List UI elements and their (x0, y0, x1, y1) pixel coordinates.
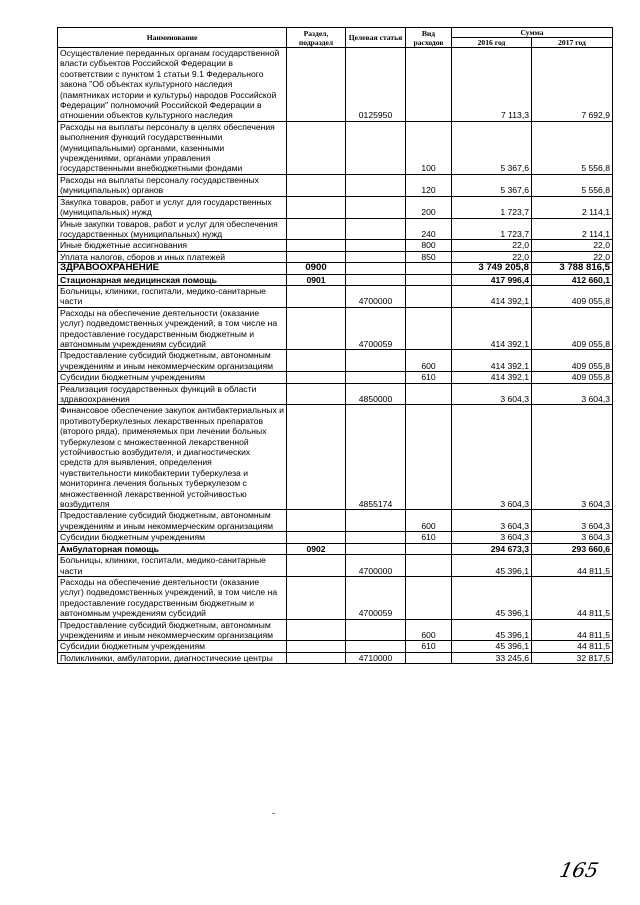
row-section-code: 0901 (287, 274, 346, 285)
row-sum-2016: 1 723,7 (452, 218, 532, 240)
row-sum-2016: 3 604,3 (452, 405, 532, 510)
row-name: Стационарная медицинская помощь (58, 274, 287, 285)
table-row (58, 372, 613, 383)
row-expense-type (406, 405, 452, 510)
row-name: Поликлиники, амбулатории, диагностические центры (58, 652, 287, 663)
row-sum-2016: 3 604,3 (452, 383, 532, 405)
row-sum-2017: 409 055,8 (532, 372, 613, 383)
row-expense-type (406, 274, 452, 285)
row-name: Расходы на выплаты персоналу в целях обеспечения выполнения функций государственными (муниципальными) органами, казенными учреждениями, органами управления государственными внебюджетными фондами (58, 121, 287, 174)
row-sum-2017: 3 604,3 (532, 405, 613, 510)
table-row (58, 619, 613, 641)
row-sum-2016: 3 604,3 (452, 532, 532, 543)
row-expense-type (406, 555, 452, 577)
row-section-code (287, 240, 346, 251)
row-expense-type: 610 (406, 372, 452, 383)
row-sum-2017: 293 660,6 (532, 543, 613, 554)
row-expense-type (406, 307, 452, 350)
row-expense-type (406, 576, 452, 619)
row-sum-2017: 3 604,3 (532, 532, 613, 543)
row-section-code (287, 196, 346, 218)
row-target-code (346, 619, 406, 641)
row-expense-type: 100 (406, 121, 452, 174)
page-tick-mark: - (272, 808, 275, 818)
row-target-code: 4700059 (346, 307, 406, 350)
row-name: Субсидии бюджетным учреждениям (58, 641, 287, 652)
row-name: Предоставление субсидий бюджетным, автономным учреждениям и иным некоммерческим организациям (58, 619, 287, 641)
row-target-code (346, 174, 406, 196)
row-sum-2016: 5 367,6 (452, 174, 532, 196)
row-name: Амбулаторная помощь (58, 543, 287, 554)
table-row (58, 576, 613, 619)
row-section-code (287, 619, 346, 641)
row-target-code (346, 641, 406, 652)
row-sum-2016: 5 367,6 (452, 121, 532, 174)
row-sum-2017: 2 114,1 (532, 218, 613, 240)
row-name: ЗДРАВООХРАНЕНИЕ (58, 263, 287, 274)
table-row (58, 240, 613, 251)
table-row (58, 174, 613, 196)
row-sum-2017: 412 660,1 (532, 274, 613, 285)
table-row (58, 510, 613, 532)
table-row (58, 532, 613, 543)
table-row (58, 652, 613, 663)
row-target-code (346, 218, 406, 240)
row-sum-2017: 22,0 (532, 240, 613, 251)
row-sum-2017: 409 055,8 (532, 307, 613, 350)
row-sum-2017: 2 114,1 (532, 196, 613, 218)
row-section-code (287, 532, 346, 543)
row-section-code: 0902 (287, 543, 346, 554)
row-sum-2017: 409 055,8 (532, 285, 613, 307)
row-sum-2016: 33 245,6 (452, 652, 532, 663)
row-target-code (346, 263, 406, 274)
table-row (58, 218, 613, 240)
budget-table (57, 27, 613, 664)
header-section: Раздел, подраздел (287, 28, 346, 48)
row-sum-2016: 45 396,1 (452, 576, 532, 619)
table-row (58, 48, 613, 122)
row-section-code (287, 285, 346, 307)
row-sum-2016: 414 392,1 (452, 307, 532, 350)
table-row (58, 251, 613, 262)
table-row (58, 121, 613, 174)
row-expense-type: 600 (406, 350, 452, 372)
row-expense-type: 610 (406, 532, 452, 543)
row-name: Реализация государственных функций в области здравоохранения (58, 383, 287, 405)
row-target-code (346, 196, 406, 218)
table-row (58, 196, 613, 218)
handwritten-page-number: 165 (557, 858, 601, 882)
row-section-code (287, 510, 346, 532)
table-row (58, 307, 613, 350)
row-sum-2016: 3 604,3 (452, 510, 532, 532)
header-row (58, 28, 613, 38)
row-expense-type: 240 (406, 218, 452, 240)
row-sum-2016: 22,0 (452, 251, 532, 262)
row-name: Больницы, клиники, госпитали, медико-санитарные части (58, 285, 287, 307)
header-target: Целевая статья (346, 28, 406, 48)
row-target-code: 4850000 (346, 383, 406, 405)
row-target-code (346, 121, 406, 174)
row-sum-2017: 44 811,5 (532, 576, 613, 619)
row-target-code (346, 510, 406, 532)
row-target-code: 4700059 (346, 576, 406, 619)
row-expense-type (406, 263, 452, 274)
row-sum-2016: 417 996,4 (452, 274, 532, 285)
row-expense-type: 800 (406, 240, 452, 251)
table-row (58, 641, 613, 652)
row-sum-2016: 414 392,1 (452, 350, 532, 372)
row-section-code (287, 218, 346, 240)
row-sum-2016: 45 396,1 (452, 555, 532, 577)
row-target-code (346, 251, 406, 262)
row-sum-2017: 7 692,9 (532, 48, 613, 122)
row-sum-2016: 414 392,1 (452, 285, 532, 307)
row-target-code (346, 350, 406, 372)
row-target-code: 4700000 (346, 285, 406, 307)
row-sum-2016: 22,0 (452, 240, 532, 251)
table-row (58, 274, 613, 285)
row-sum-2017: 22,0 (532, 251, 613, 262)
row-sum-2016: 414 392,1 (452, 372, 532, 383)
row-target-code (346, 274, 406, 285)
row-target-code: 4710000 (346, 652, 406, 663)
row-sum-2017: 44 811,5 (532, 555, 613, 577)
row-sum-2016: 45 396,1 (452, 619, 532, 641)
row-section-code (287, 383, 346, 405)
row-expense-type: 600 (406, 510, 452, 532)
table-row (58, 263, 613, 274)
row-target-code (346, 372, 406, 383)
row-expense-type (406, 652, 452, 663)
row-expense-type: 600 (406, 619, 452, 641)
row-sum-2017: 44 811,5 (532, 619, 613, 641)
row-section-code (287, 48, 346, 122)
row-expense-type (406, 543, 452, 554)
header-2016: 2016 год (452, 38, 532, 48)
row-expense-type: 200 (406, 196, 452, 218)
row-name: Субсидии бюджетным учреждениям (58, 372, 287, 383)
row-section-code (287, 405, 346, 510)
row-section-code (287, 576, 346, 619)
header-2017: 2017 год (532, 38, 613, 48)
row-sum-2016: 1 723,7 (452, 196, 532, 218)
row-target-code: 4700000 (346, 555, 406, 577)
row-section-code (287, 251, 346, 262)
row-name: Иные закупки товаров, работ и услуг для обеспечения государственных (муниципальных) нужд (58, 218, 287, 240)
row-sum-2016: 3 749 205,8 (452, 263, 532, 274)
header-sum: Сумма (452, 28, 613, 38)
row-expense-type: 120 (406, 174, 452, 196)
row-name: Иные бюджетные ассигнования (58, 240, 287, 251)
row-sum-2016: 7 113,3 (452, 48, 532, 122)
row-name: Больницы, клиники, госпитали, медико-санитарные части (58, 555, 287, 577)
row-sum-2016: 45 396,1 (452, 641, 532, 652)
row-expense-type (406, 285, 452, 307)
table-row (58, 383, 613, 405)
row-name: Закупка товаров, работ и услуг для государственных (муниципальных) нужд (58, 196, 287, 218)
row-name: Предоставление субсидий бюджетным, автономным учреждениям и иным некоммерческим организациям (58, 350, 287, 372)
header-name: Наименование (58, 28, 287, 48)
row-sum-2017: 3 604,3 (532, 383, 613, 405)
row-name: Предоставление субсидий бюджетным, автономным учреждениям и иным некоммерческим организациям (58, 510, 287, 532)
row-sum-2017: 5 556,8 (532, 121, 613, 174)
row-section-code (287, 372, 346, 383)
row-name: Уплата налогов, сборов и иных платежей (58, 251, 287, 262)
row-target-code: 0125950 (346, 48, 406, 122)
table-row (58, 555, 613, 577)
row-section-code (287, 307, 346, 350)
row-section-code (287, 121, 346, 174)
row-expense-type (406, 48, 452, 122)
row-sum-2017: 44 811,5 (532, 641, 613, 652)
row-expense-type (406, 383, 452, 405)
row-name: Расходы на выплаты персоналу государственных (муниципальных) органов (58, 174, 287, 196)
row-name: Осуществление переданных органам государственной власти субъектов Российской Федерации в соответствии с пунктом 1 статьи 9.1 Федерального закона "Об объектах культурного наследия (памятниках истории и культуры) народов Российской Федерации" полномочий Российской Федерации в отношении объектов культурного наследия (58, 48, 287, 122)
row-name: Финансовое обеспечение закупок антибактериальных и противотуберкулезных лекарственных препаратов (второго ряда), применяемых при лечении больных туберкулезом с множественной лекарственной устойчивостью возбудителя, и диагностических средств для выявления, определения чувствительности микобактерии туберкулеза и мониторинга лечения больных туберкулезом с множественной лекарственной устойчивостью возбудителя (58, 405, 287, 510)
row-section-code (287, 641, 346, 652)
row-name: Субсидии бюджетным учреждениям (58, 532, 287, 543)
row-expense-type: 850 (406, 251, 452, 262)
row-expense-type: 610 (406, 641, 452, 652)
table-row (58, 350, 613, 372)
row-name: Расходы на обеспечение деятельности (оказание услуг) подведомственных учреждений, в том числе на предоставление государственным бюджетным и автономным учреждениям субсидий (58, 576, 287, 619)
row-section-code (287, 350, 346, 372)
row-target-code (346, 240, 406, 251)
row-sum-2017: 409 055,8 (532, 350, 613, 372)
row-section-code (287, 174, 346, 196)
row-target-code (346, 532, 406, 543)
table-row (58, 285, 613, 307)
row-target-code (346, 543, 406, 554)
row-name: Расходы на обеспечение деятельности (оказание услуг) подведомственных учреждений, в том числе на предоставление государственным бюджетным и автономным учреждениям субсидий (58, 307, 287, 350)
row-section-code (287, 555, 346, 577)
row-section-code: 0900 (287, 263, 346, 274)
row-section-code (287, 652, 346, 663)
row-sum-2017: 3 604,3 (532, 510, 613, 532)
table-row (58, 543, 613, 554)
table-row (58, 405, 613, 510)
row-sum-2017: 3 788 816,5 (532, 263, 613, 274)
row-sum-2017: 5 556,8 (532, 174, 613, 196)
row-sum-2016: 294 673,3 (452, 543, 532, 554)
header-type: Вид расходов (406, 28, 452, 48)
row-target-code: 4855174 (346, 405, 406, 510)
row-sum-2017: 32 817,5 (532, 652, 613, 663)
